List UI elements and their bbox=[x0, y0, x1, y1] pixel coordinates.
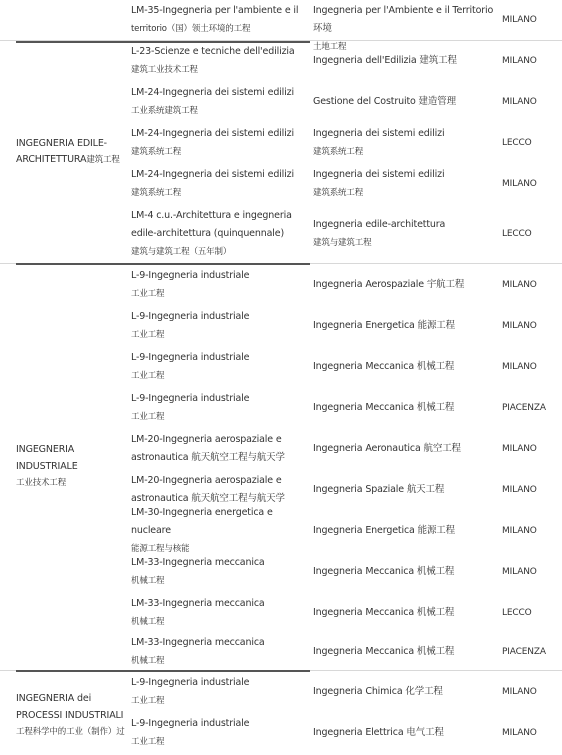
campus-text: MILANO bbox=[502, 15, 537, 25]
course-class-cell bbox=[126, 41, 310, 81]
campus-cell bbox=[500, 510, 562, 551]
course-class-translation: 工业工程 bbox=[131, 411, 165, 422]
campus-cell bbox=[500, 346, 562, 387]
area-title: INGEGNERIA INDUSTRIALE bbox=[16, 444, 78, 472]
campus-cell bbox=[500, 122, 562, 163]
course-name-cell bbox=[310, 122, 500, 163]
campus-cell bbox=[500, 264, 562, 305]
table-row bbox=[126, 41, 562, 81]
course-class-text: L-9-Ingegneria industriale bbox=[131, 269, 250, 281]
table-row bbox=[126, 592, 562, 633]
course-class-cell bbox=[126, 122, 310, 163]
table-row bbox=[126, 305, 562, 346]
campus-text: LECCO bbox=[502, 228, 532, 239]
campus-cell bbox=[500, 204, 562, 263]
table-row bbox=[126, 712, 562, 753]
course-class-translation: 机械工程 bbox=[131, 655, 165, 666]
course-name-text: Ingegneria Elettrica 电气工程 bbox=[313, 726, 444, 738]
campus-text: MILANO bbox=[502, 443, 537, 454]
course-name-cell bbox=[310, 204, 500, 263]
campus-text: MILANO bbox=[502, 525, 537, 536]
course-class-translation: 工业系统建筑工程 bbox=[131, 105, 198, 116]
course-class-cell bbox=[126, 0, 310, 40]
course-name-cell bbox=[310, 633, 500, 670]
campus-cell bbox=[500, 81, 562, 122]
course-name-cell bbox=[310, 671, 500, 712]
area-translation: 建筑工程 bbox=[86, 155, 120, 165]
campus-text: MILANO bbox=[502, 279, 537, 290]
course-class-translation: 工业工程 bbox=[131, 288, 165, 299]
campus-text: MILANO bbox=[502, 56, 537, 66]
campus-text: MILANO bbox=[502, 484, 537, 495]
course-class-cell bbox=[126, 551, 310, 592]
course-class-text-cont: edile-architettura (quinquennale) bbox=[131, 227, 285, 239]
course-class-cell bbox=[126, 428, 310, 469]
course-class-translation: 建筑系统工程 bbox=[131, 187, 182, 198]
course-class-cell bbox=[126, 305, 310, 346]
course-class-cell bbox=[126, 163, 310, 204]
table-row bbox=[126, 387, 562, 428]
course-class-text: L-9-Ingegneria industriale bbox=[131, 310, 250, 322]
course-class-text: L-23-Scienze e tecniche dell'edilizia bbox=[131, 46, 295, 57]
campus-text: MILANO bbox=[502, 320, 537, 331]
course-class-translation: 机械工程 bbox=[131, 616, 165, 627]
course-class-text: L-9-Ingegneria industriale bbox=[131, 676, 250, 688]
table-row bbox=[126, 204, 562, 263]
course-class-translation: 能源工程与核能 bbox=[131, 543, 190, 554]
campus-cell bbox=[500, 428, 562, 469]
campus-cell bbox=[500, 305, 562, 346]
area-cell bbox=[0, 671, 126, 755]
table-row bbox=[126, 633, 562, 670]
campus-cell bbox=[500, 633, 562, 670]
course-class-cell bbox=[126, 592, 310, 633]
course-name-translation: 建筑系统工程 bbox=[313, 187, 364, 198]
course-class-cell bbox=[126, 671, 310, 712]
course-name-cell bbox=[310, 163, 500, 204]
campus-text: LECCO bbox=[502, 137, 532, 148]
table-row bbox=[126, 163, 562, 204]
course-name-translation: 土地工程 bbox=[313, 42, 347, 52]
course-class-cell bbox=[126, 204, 310, 263]
table-group-industriale bbox=[0, 264, 562, 671]
course-class-text-cont: astronautica 航天航空工程与航天学 bbox=[131, 451, 285, 463]
course-class-text: LM-20-Ingegneria aerospaziale e bbox=[131, 474, 282, 486]
table-row bbox=[126, 346, 562, 387]
campus-cell bbox=[500, 41, 562, 81]
table-group-processi bbox=[0, 671, 562, 755]
campus-text: PIACENZA bbox=[502, 402, 546, 413]
course-class-text: LM-24-Ingegneria dei sistemi edilizi bbox=[131, 168, 294, 180]
course-name-cell bbox=[310, 0, 500, 52]
area-title: INGEGNERIA dei PROCESSI INDUSTRIALI bbox=[16, 693, 124, 721]
course-class-text: LM-33-Ingegneria meccanica bbox=[131, 636, 265, 648]
course-class-translation: 工业工程 bbox=[131, 695, 165, 706]
course-name-text: Ingegneria Meccanica 机械工程 bbox=[313, 360, 455, 372]
course-name-text: Ingegneria Meccanica 机械工程 bbox=[313, 645, 455, 657]
course-class-translation: 机械工程 bbox=[131, 575, 165, 586]
course-name-text: Ingegneria Energetica 能源工程 bbox=[313, 524, 455, 536]
campus-cell bbox=[500, 387, 562, 428]
course-name-text: Ingegneria Spaziale 航天工程 bbox=[313, 483, 445, 495]
course-name-cell bbox=[310, 305, 500, 346]
course-class-text: LM-33-Ingegneria meccanica bbox=[131, 556, 265, 568]
course-class-text: LM-33-Ingegneria meccanica bbox=[131, 597, 265, 609]
course-name-cell bbox=[310, 41, 500, 81]
course-class-text-cont: astronautica 航天航空工程与航天学 bbox=[131, 492, 285, 504]
campus-text: MILANO bbox=[502, 566, 537, 577]
course-class-text: LM-20-Ingegneria aerospaziale e bbox=[131, 433, 282, 445]
course-name-cell bbox=[310, 81, 500, 122]
area-title: INGEGNERIA EDILE-ARCHITETTURA bbox=[16, 137, 107, 165]
course-name-cell bbox=[310, 469, 500, 510]
course-name-cell bbox=[310, 712, 500, 753]
course-name-cell bbox=[310, 592, 500, 633]
course-name-text: Ingegneria Meccanica 机械工程 bbox=[313, 565, 455, 577]
table-row bbox=[126, 122, 562, 163]
course-class-translation: 建筑系统工程 bbox=[131, 146, 182, 157]
course-name-text: Ingegneria Energetica 能源工程 bbox=[313, 319, 455, 331]
course-class-cell bbox=[126, 633, 310, 670]
campus-cell bbox=[500, 551, 562, 592]
course-class-translation: 工业工程 bbox=[131, 370, 165, 381]
campus-cell bbox=[500, 0, 562, 40]
course-class-cell bbox=[126, 264, 310, 305]
campus-text: MILANO bbox=[502, 361, 537, 372]
course-class-text: L-9-Ingegneria industriale bbox=[131, 392, 250, 404]
table-row bbox=[126, 264, 562, 305]
course-class-text: LM-30-Ingegneria energetica e nucleare bbox=[131, 506, 273, 536]
course-name-cell bbox=[310, 387, 500, 428]
course-name-text: Ingegneria Aerospaziale 宇航工程 bbox=[313, 278, 465, 290]
course-name-cell bbox=[310, 551, 500, 592]
course-class-translation: 工业工程 bbox=[131, 736, 165, 747]
course-name-text: Ingegneria dei sistemi edilizi bbox=[313, 168, 445, 180]
course-name-text: Ingegneria Aeronautica 航空工程 bbox=[313, 442, 461, 454]
course-name-text: Ingegneria dell'Edilizia 建筑工程 bbox=[313, 55, 457, 66]
course-class-text: L-9-Ingegneria industriale bbox=[131, 717, 250, 729]
campus-cell bbox=[500, 163, 562, 204]
area-translation: 工业技术工程 bbox=[16, 478, 67, 489]
course-class-cell bbox=[126, 346, 310, 387]
course-name-cell bbox=[310, 346, 500, 387]
area-translation: 工程科学中的工业（制作）过 bbox=[16, 727, 125, 737]
course-class-text: L-9-Ingegneria industriale bbox=[131, 351, 250, 363]
table-row bbox=[126, 428, 562, 469]
course-class-text: LM-24-Ingegneria dei sistemi edilizi bbox=[131, 86, 294, 98]
course-class-translation: 建筑与建筑工程（五年制） bbox=[131, 246, 232, 257]
campus-text: PIACENZA bbox=[502, 646, 546, 657]
course-class-cell bbox=[126, 506, 310, 554]
course-name-translation: 建筑系统工程 bbox=[313, 146, 364, 157]
course-name-cell bbox=[310, 510, 500, 551]
course-class-text: LM-4 c.u.-Architettura e ingegneria bbox=[131, 209, 292, 221]
campus-text: MILANO bbox=[502, 686, 537, 697]
table-group-edile bbox=[0, 41, 562, 264]
course-name-text: Gestione del Costruito 建造管理 bbox=[313, 95, 456, 107]
area-cell bbox=[0, 264, 126, 670]
course-name-text: Ingegneria edile-architettura bbox=[313, 218, 446, 230]
campus-cell bbox=[500, 469, 562, 510]
course-name-translation: 建筑与建筑工程 bbox=[313, 237, 372, 248]
course-class-cell bbox=[126, 387, 310, 428]
table-row bbox=[126, 81, 562, 122]
course-class-translation: territorio（国）领土环境的工程 bbox=[131, 24, 251, 34]
course-name-text: Ingegneria per l'Ambiente e il Territorio 环境 bbox=[313, 5, 494, 34]
course-class-text: LM-35-Ingegneria per l'ambiente e il bbox=[131, 5, 299, 16]
course-name-text: Ingegneria Chimica 化学工程 bbox=[313, 685, 443, 697]
campus-cell bbox=[500, 592, 562, 633]
course-name-cell bbox=[310, 428, 500, 469]
course-class-text: LM-24-Ingegneria dei sistemi edilizi bbox=[131, 127, 294, 139]
campus-text: MILANO bbox=[502, 178, 537, 189]
campus-text: MILANO bbox=[502, 727, 537, 738]
campus-text: MILANO bbox=[502, 96, 537, 107]
course-class-translation: 工业工程 bbox=[131, 329, 165, 340]
course-name-cell bbox=[310, 264, 500, 305]
table-row bbox=[126, 671, 562, 712]
table-row bbox=[126, 551, 562, 592]
course-class-cell bbox=[126, 81, 310, 122]
campus-cell bbox=[500, 712, 562, 753]
table-row bbox=[126, 506, 562, 554]
area-cell bbox=[0, 41, 126, 263]
course-name-text: Ingegneria Meccanica 机械工程 bbox=[313, 606, 455, 618]
course-name-text: Ingegneria Meccanica 机械工程 bbox=[313, 401, 455, 413]
course-name-text: Ingegneria dei sistemi edilizi bbox=[313, 127, 445, 139]
course-class-cell bbox=[126, 712, 310, 753]
campus-cell bbox=[500, 671, 562, 712]
course-class-translation: 建筑工业技术工程 bbox=[131, 65, 198, 75]
campus-text: LECCO bbox=[502, 607, 532, 618]
